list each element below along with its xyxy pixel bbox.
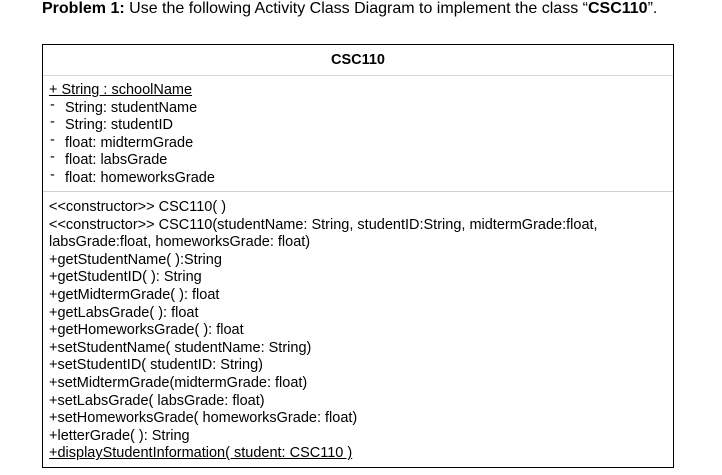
visibility-marker: - [50, 166, 55, 183]
attribute-row [49, 96, 669, 118]
attribute-row [49, 149, 669, 170]
class-name: CSC110 [43, 45, 673, 76]
operation-row: <<constructor>> CSC110( ) [49, 199, 227, 215]
operation-row: +setLabsGrade( labsGrade: float) [49, 392, 265, 409]
static-operation-row: +displayStudentInformation( student: CSC110 ) [49, 445, 353, 462]
uml-class-box [42, 44, 674, 468]
visibility-marker: - [50, 149, 55, 165]
attributes-compartment [49, 82, 669, 187]
attribute-row [49, 131, 669, 153]
static-attribute-row [49, 82, 669, 100]
attribute-text: float: midtermGrade [65, 134, 194, 151]
operation-row: +getLabsGrade( ): float [49, 304, 199, 321]
static-attribute: + String : schoolName [49, 82, 193, 98]
attribute-text: float: labsGrade [65, 152, 168, 168]
operation-row: +setStudentID( studentID: String) [49, 357, 263, 374]
attribute-row [49, 166, 669, 188]
visibility-marker: - [50, 96, 55, 113]
attribute-text: String: studentID [65, 117, 173, 133]
attribute-text: String: studentName [65, 99, 198, 116]
problem-text-after: ”. [647, 0, 658, 17]
compartment-divider [43, 191, 673, 192]
operation-row: <<constructor>> CSC110(studentName: String, studentID:String, midtermGrade:float, [49, 216, 598, 233]
operation-row: +setHomeworksGrade( homeworksGrade: float) [49, 410, 358, 427]
problem-text-before: Use the following Activity Class Diagram to implement the class “ [124, 0, 588, 17]
operation-row: +letterGrade( ): String [49, 427, 190, 444]
attribute-row [49, 114, 669, 135]
problem-class-ref: CSC110 [587, 0, 648, 17]
operation-row: +getStudentID( ): String [49, 269, 202, 286]
problem-label: Problem 1: [42, 0, 125, 17]
operation-row: +setStudentName( studentName: String) [49, 339, 312, 356]
operation-row: +getMidtermGrade( ): float [49, 286, 220, 303]
operations-compartment [49, 199, 669, 463]
operation-row: +getStudentName( ):String [49, 251, 222, 268]
attribute-text: float: homeworksGrade [65, 169, 215, 186]
problem-statement [42, 0, 657, 18]
visibility-marker: - [50, 114, 55, 130]
operation-row: +getHomeworksGrade( ): float [49, 322, 244, 339]
visibility-marker: - [50, 131, 55, 148]
operation-row: +setMidtermGrade(midtermGrade: float) [49, 374, 308, 391]
operation-row: labsGrade:float, homeworksGrade: float) [49, 234, 311, 251]
